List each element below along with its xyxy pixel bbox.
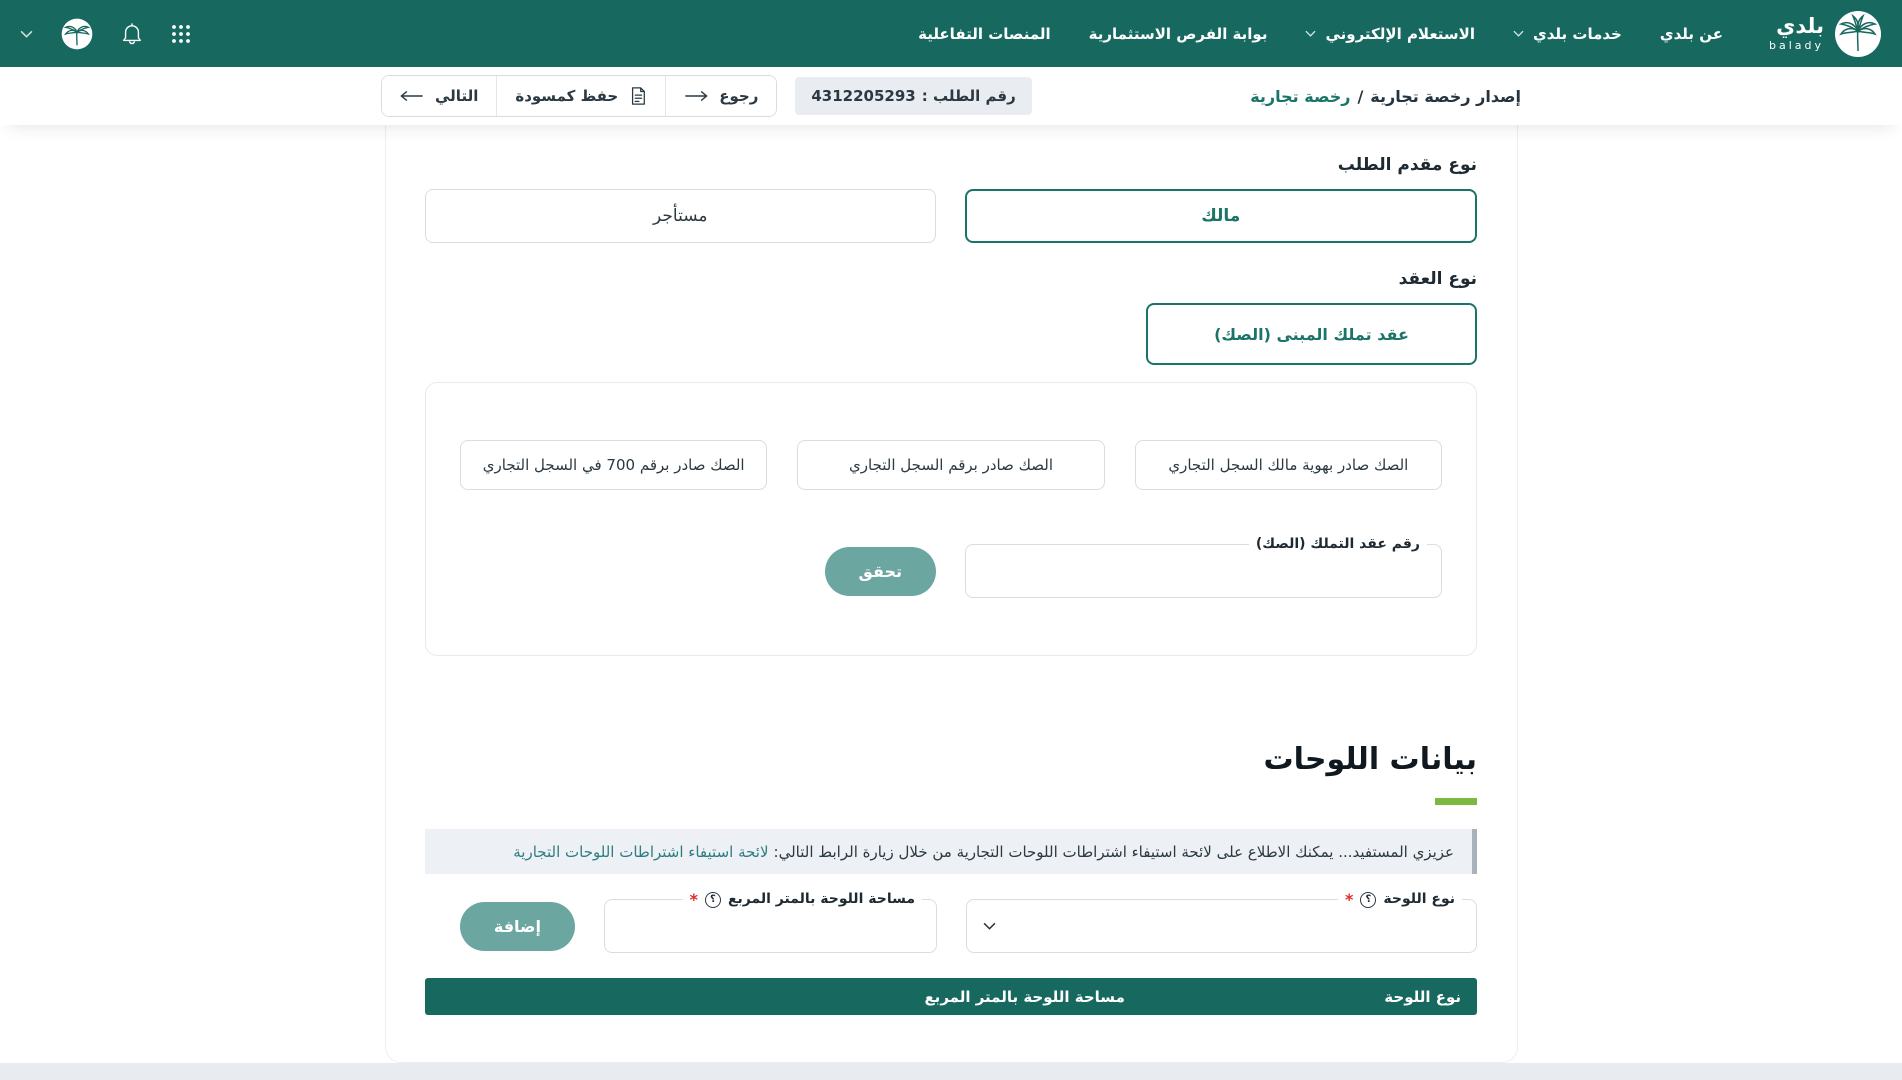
help-question-icon[interactable]: ؟ [705,892,721,908]
page-bottom-strip [0,1063,1902,1080]
nav-investment-portal[interactable]: بوابة الفرص الاستثمارية [1088,24,1268,43]
request-number-label: رقم الطلب : [921,87,1016,105]
profile-chevron-down-icon[interactable] [20,30,33,38]
apps-grid-icon[interactable] [171,24,191,44]
boards-notice [425,829,1477,874]
board-type-select[interactable] [966,889,1477,953]
request-number-badge [795,77,1031,115]
nav-e-inquiry[interactable]: الاستعلام الإلكتروني [1305,25,1475,43]
boards-table [425,978,1477,1055]
required-asterisk: * [689,889,698,909]
boards-table-header [425,978,1477,1015]
chevron-down-icon [1513,30,1524,37]
header-controls [381,75,1032,117]
boards-section-title: بيانات اللوحات [1263,742,1477,777]
board-area-field-wrap [604,889,937,953]
nav-about-balady[interactable]: عن بلدي [1659,24,1723,43]
boards-requirements-link[interactable]: لائحة استيفاء اشتراطات اللوحات التجارية [513,842,769,861]
arrow-right-icon [684,90,708,102]
balady-brand[interactable] [1769,10,1882,58]
deed-source-options [460,440,1442,490]
select-chevron-down-icon [983,922,996,930]
request-number-value: 4312205293 [811,87,916,105]
applicant-type-option-owner[interactable]: مالك [965,189,1478,243]
main-navigation [918,25,1723,43]
back-button[interactable]: رجوع [666,76,776,116]
applicant-type-label: نوع مقدم الطلب [1337,155,1477,175]
wizard-actions [381,75,777,117]
notice-text: عزيزي المستفيد... يمكنك الاطلاع على لائحة استيفاء اشتراطات اللوحات التجارية من خلال زيارة الرابط التالي: [773,842,1454,861]
notifications-bell-icon[interactable] [121,22,143,46]
applicant-type-option-tenant[interactable]: مستأجر [425,189,936,243]
balady-palm-logo-icon [1834,10,1882,58]
nav-interactive-platforms[interactable]: المنصات التفاعلية [918,24,1051,43]
deed-details-card [425,382,1477,656]
deed-option-cr-number[interactable]: الصك صادر برقم السجل التجاري [797,440,1104,490]
next-button[interactable]: التالي [382,76,497,116]
applicant-type-options [425,189,1477,243]
breadcrumb [1250,87,1521,106]
avatar-palm-icon [61,18,93,50]
board-entry-form [425,889,1477,953]
deed-number-row [460,536,1442,598]
breadcrumb-separator: / [1357,86,1364,106]
brand-name-arabic: بلدي [1776,14,1824,38]
deed-option-owner-identity[interactable]: الصك صادر بهوية مالك السجل التجاري [1135,440,1442,490]
contract-type-label: نوع العقد [1398,269,1477,289]
add-board-button[interactable]: إضافة [460,902,575,951]
breadcrumb-parent[interactable]: إصدار رخصة تجارية [1370,86,1521,106]
verify-button[interactable]: تحقق [825,547,936,596]
help-question-icon[interactable]: ؟ [1360,892,1376,908]
nav-balady-services[interactable]: خدمات بلدي [1513,25,1622,43]
deed-number-field-wrap [965,536,1442,598]
board-area-label: مساحة اللوحة بالمتر المربع ؟ * [683,890,922,910]
top-navbar [0,0,1902,67]
brand-name-english: balady [1768,39,1824,52]
board-type-label: نوع اللوحة ؟ * [1338,890,1462,910]
breadcrumb-current: رخصة تجارية [1250,86,1351,106]
arrow-left-icon [400,90,424,102]
boards-table-body-empty [425,1015,1477,1055]
user-avatar[interactable] [61,18,93,50]
deed-number-label: رقم عقد التملك (الصك) [1249,535,1427,555]
boards-table-header-type: نوع اللوحة [1384,987,1461,1006]
deed-option-700-number[interactable]: الصك صادر برقم 700 في السجل التجاري [460,440,767,490]
boards-table-header-area: مساحة اللوحة بالمتر المربع [924,987,1125,1006]
license-form-card [385,125,1518,1063]
contract-type-option-deed[interactable]: عقد تملك المبنى (الصك) [1146,303,1477,365]
document-draft-icon [629,86,647,106]
save-draft-button[interactable]: حفظ كمسودة [497,76,666,116]
section-title-underline [1435,798,1477,805]
page-header [0,67,1902,125]
required-asterisk: * [1345,889,1354,909]
chevron-down-icon [1305,30,1316,37]
navbar-utilities [20,18,191,50]
